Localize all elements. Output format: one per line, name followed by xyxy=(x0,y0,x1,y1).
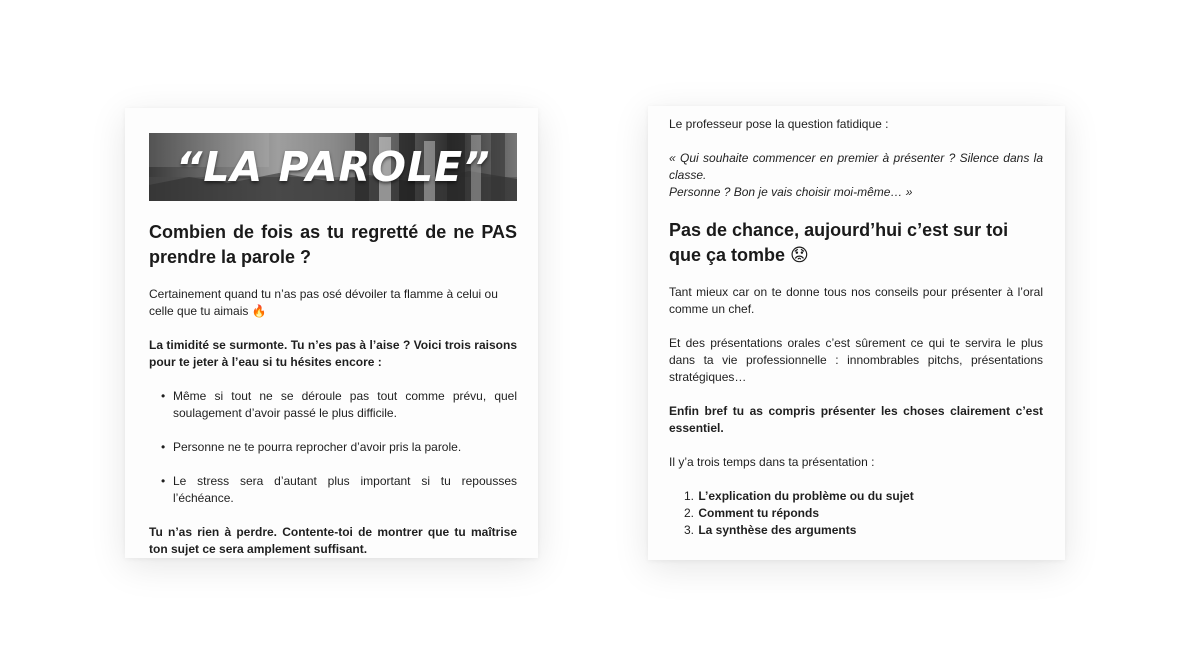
step-number: 2. xyxy=(683,506,694,520)
list-item: • Le stress sera d’autant plus important si tu repousses l’échéance. xyxy=(149,473,517,507)
list-item xyxy=(669,522,1043,539)
quote-line: Personne ? Bon je vais choisir moi-même… » xyxy=(669,185,913,199)
list-item xyxy=(669,505,1043,522)
step-number: 1. xyxy=(683,489,694,503)
section-heading: Pas de chance, aujourd’hui c’est sur toi que ça tombe 😟 xyxy=(669,220,1009,265)
intro-paragraph: Certainement quand tu n’as pas osé dévoiler ta flamme à celui ou celle que tu aimais 🔥 xyxy=(149,287,498,318)
quote-line: « Qui souhaite commencer en premier à présenter ? Silence dans la classe. xyxy=(669,151,1043,182)
list-item xyxy=(669,488,1043,505)
step-text: Comment tu réponds xyxy=(698,506,820,520)
list-item: • Personne ne te pourra reprocher d’avoir pris la parole. xyxy=(149,439,517,456)
intro-paragraph: Le professeur pose la question fatidique : xyxy=(669,117,889,131)
conclusion-paragraph: Tu n’as rien à perdre. Contente-toi de montrer que tu maîtrise ton sujet ce sera amplement suffisant. xyxy=(149,525,517,556)
article-card-left xyxy=(125,108,538,558)
step-text: L’explication du problème ou du sujet xyxy=(698,489,914,503)
lead-paragraph: La timidité se surmonte. Tu n’es pas à l’aise ? Voici trois raisons pour te jeter à l’eau si tu hésites encore : xyxy=(149,338,517,369)
steps-list xyxy=(669,488,1043,539)
list-item: • Même si tout ne se déroule pas tout comme prévu, quel soulagement d’avoir passé le plus difficile. xyxy=(149,388,517,422)
step-number: 3. xyxy=(683,523,694,537)
article-heading: Combien de fois as tu regretté de ne PAS prendre la parole ? xyxy=(149,222,517,267)
body-paragraph: Tant mieux car on te donne tous nos conseils pour présenter à l’oral comme un chef. xyxy=(669,285,1043,316)
reasons-list xyxy=(149,388,517,507)
article-card-right xyxy=(648,106,1065,560)
emphasis-paragraph: Enfin bref tu as compris présenter les choses clairement c’est essentiel. xyxy=(669,404,1043,435)
steps-intro: Il y’a trois temps dans ta présentation : xyxy=(669,455,875,469)
body-paragraph: Et des présentations orales c’est sûrement ce qui te servira le plus dans ta vie professionnelle : innombrables pitchs, présentations stratégiques… xyxy=(669,336,1043,384)
step-text: La synthèse des arguments xyxy=(698,523,857,537)
banner-title: “LA PAROLE” xyxy=(176,143,491,191)
banner-image xyxy=(149,133,517,201)
